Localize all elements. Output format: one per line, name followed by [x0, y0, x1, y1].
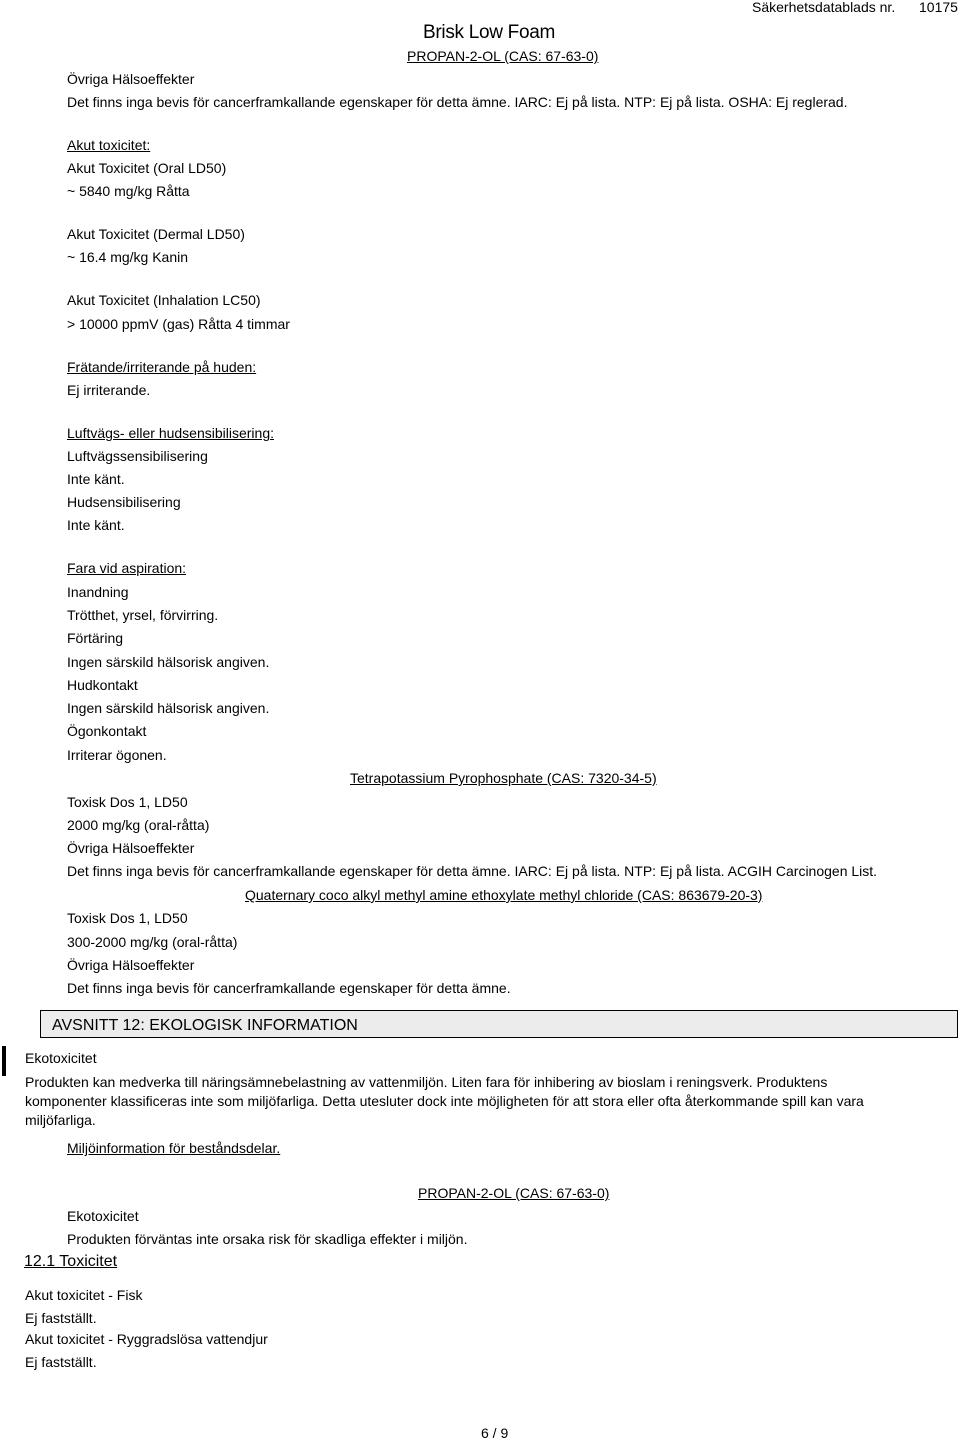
- oral-ld50-value: ~ 5840 mg/kg Råtta: [67, 183, 190, 199]
- substance-title-quaternary: Quaternary coco alkyl methyl amine ethoxylate methyl chloride (CAS: 863679-20-3): [245, 887, 763, 903]
- sds-number: 10175: [919, 0, 958, 15]
- skin-sens-value: Inte känt.: [67, 517, 125, 533]
- substance-title-propan: PROPAN-2-OL (CAS: 67-63-0): [407, 48, 599, 64]
- skin-contact-label: Hudkontakt: [67, 677, 138, 693]
- other-effects-label: Övriga Hälsoeffekter: [67, 840, 195, 856]
- component-ecotox-text: Produkten förväntas inte orsaka risk för skadliga effekter i miljön.: [67, 1231, 468, 1247]
- component-ecotox-label: Ekotoxicitet: [67, 1208, 139, 1224]
- inhalation-label: Inandning: [67, 584, 129, 600]
- section-12-header: [40, 1010, 958, 1038]
- ecotoxicity-line-1: Produkten kan medverka till näringsämnebelastning av vattenmiljön. Liten fara för inhibering av bioslam i reningsverk. Produktens: [25, 1074, 828, 1090]
- dermal-ld50-label: Akut Toxicitet (Dermal LD50): [67, 226, 245, 242]
- ingestion-value: Ingen särskild hälsorisk angiven.: [67, 654, 270, 670]
- skin-corrosion-value: Ej irriterande.: [67, 382, 151, 398]
- invertebrate-toxicity-label: Akut toxicitet - Ryggradslösa vattendjur: [25, 1331, 268, 1347]
- inhalation-value: Trötthet, yrsel, förvirring.: [67, 607, 219, 623]
- inhalation-lc50-value: > 10000 ppmV (gas) Råtta 4 timmar: [67, 316, 290, 332]
- tox-dose-label: Toxisk Dos 1, LD50: [67, 910, 188, 926]
- skin-sens-label: Hudsensibilisering: [67, 494, 181, 510]
- resp-sens-value: Inte känt.: [67, 471, 125, 487]
- sensitisation-heading: Luftvägs- eller hudsensibilisering:: [67, 425, 274, 441]
- other-effects-label: Övriga Hälsoeffekter: [67, 957, 195, 973]
- section-12-title: AVSNITT 12: EKOLOGISK INFORMATION: [52, 1017, 358, 1034]
- tox-dose-value: 300-2000 mg/kg (oral-råtta): [67, 934, 238, 950]
- ecotoxicity-line-3: miljöfarliga.: [25, 1112, 96, 1128]
- env-info-heading: Miljöinformation för beståndsdelar.: [67, 1140, 281, 1156]
- ecotoxicity-line-2: komponenter klassificeras inte som miljöfarliga. Detta utesluter dock inte möjligheten för att stora eller ofta återkommande spill kan vara: [25, 1093, 864, 1109]
- dermal-ld50-value: ~ 16.4 mg/kg Kanin: [67, 249, 189, 265]
- toxicity-subheading: 12.1 Toxicitet: [24, 1253, 118, 1270]
- other-effects-label: Övriga Hälsoeffekter: [67, 71, 195, 87]
- eye-contact-label: Ögonkontakt: [67, 723, 147, 739]
- ingestion-label: Förtäring: [67, 630, 124, 646]
- other-effects-text: Det finns inga bevis för cancerframkallande egenskaper för detta ämne. IARC: Ej på lista. NTP: Ej på lista. OSHA: Ej reglerad.: [67, 94, 848, 110]
- fish-toxicity-label: Akut toxicitet - Fisk: [25, 1287, 143, 1303]
- revision-bar: [2, 1046, 6, 1076]
- product-name: Brisk Low Foam: [423, 22, 556, 43]
- ecotoxicity-label: Ekotoxicitet: [25, 1050, 97, 1066]
- page-number: 6 / 9: [481, 1425, 509, 1441]
- other-effects-text: Det finns inga bevis för cancerframkallande egenskaper för detta ämne. IARC: Ej på lista. NTP: Ej på lista. ACGIH Carcinogen List.: [67, 863, 878, 879]
- eye-contact-value: Irriterar ögonen.: [67, 747, 167, 763]
- acute-toxicity-heading: Akut toxicitet:: [67, 137, 151, 153]
- skin-contact-value: Ingen särskild hälsorisk angiven.: [67, 700, 270, 716]
- oral-ld50-label: Akut Toxicitet (Oral LD50): [67, 160, 227, 176]
- component-title-propan: PROPAN-2-OL (CAS: 67-63-0): [418, 1185, 610, 1201]
- resp-sens-label: Luftvägssensibilisering: [67, 448, 208, 464]
- inhalation-lc50-label: Akut Toxicitet (Inhalation LC50): [67, 292, 261, 308]
- skin-corrosion-heading: Frätande/irriterande på huden:: [67, 359, 257, 375]
- tox-dose-value: 2000 mg/kg (oral-råtta): [67, 817, 210, 833]
- invertebrate-toxicity-value: Ej fastställt.: [25, 1354, 97, 1370]
- fish-toxicity-value: Ej fastställt.: [25, 1310, 97, 1326]
- tox-dose-label: Toxisk Dos 1, LD50: [67, 794, 188, 810]
- other-effects-text: Det finns inga bevis för cancerframkallande egenskaper för detta ämne.: [67, 980, 511, 996]
- sds-label: Säkerhetsdatablads nr.: [752, 0, 896, 15]
- substance-title-pyrophosphate: Tetrapotassium Pyrophosphate (CAS: 7320-34-5): [350, 770, 657, 786]
- aspiration-heading: Fara vid aspiration:: [67, 560, 187, 576]
